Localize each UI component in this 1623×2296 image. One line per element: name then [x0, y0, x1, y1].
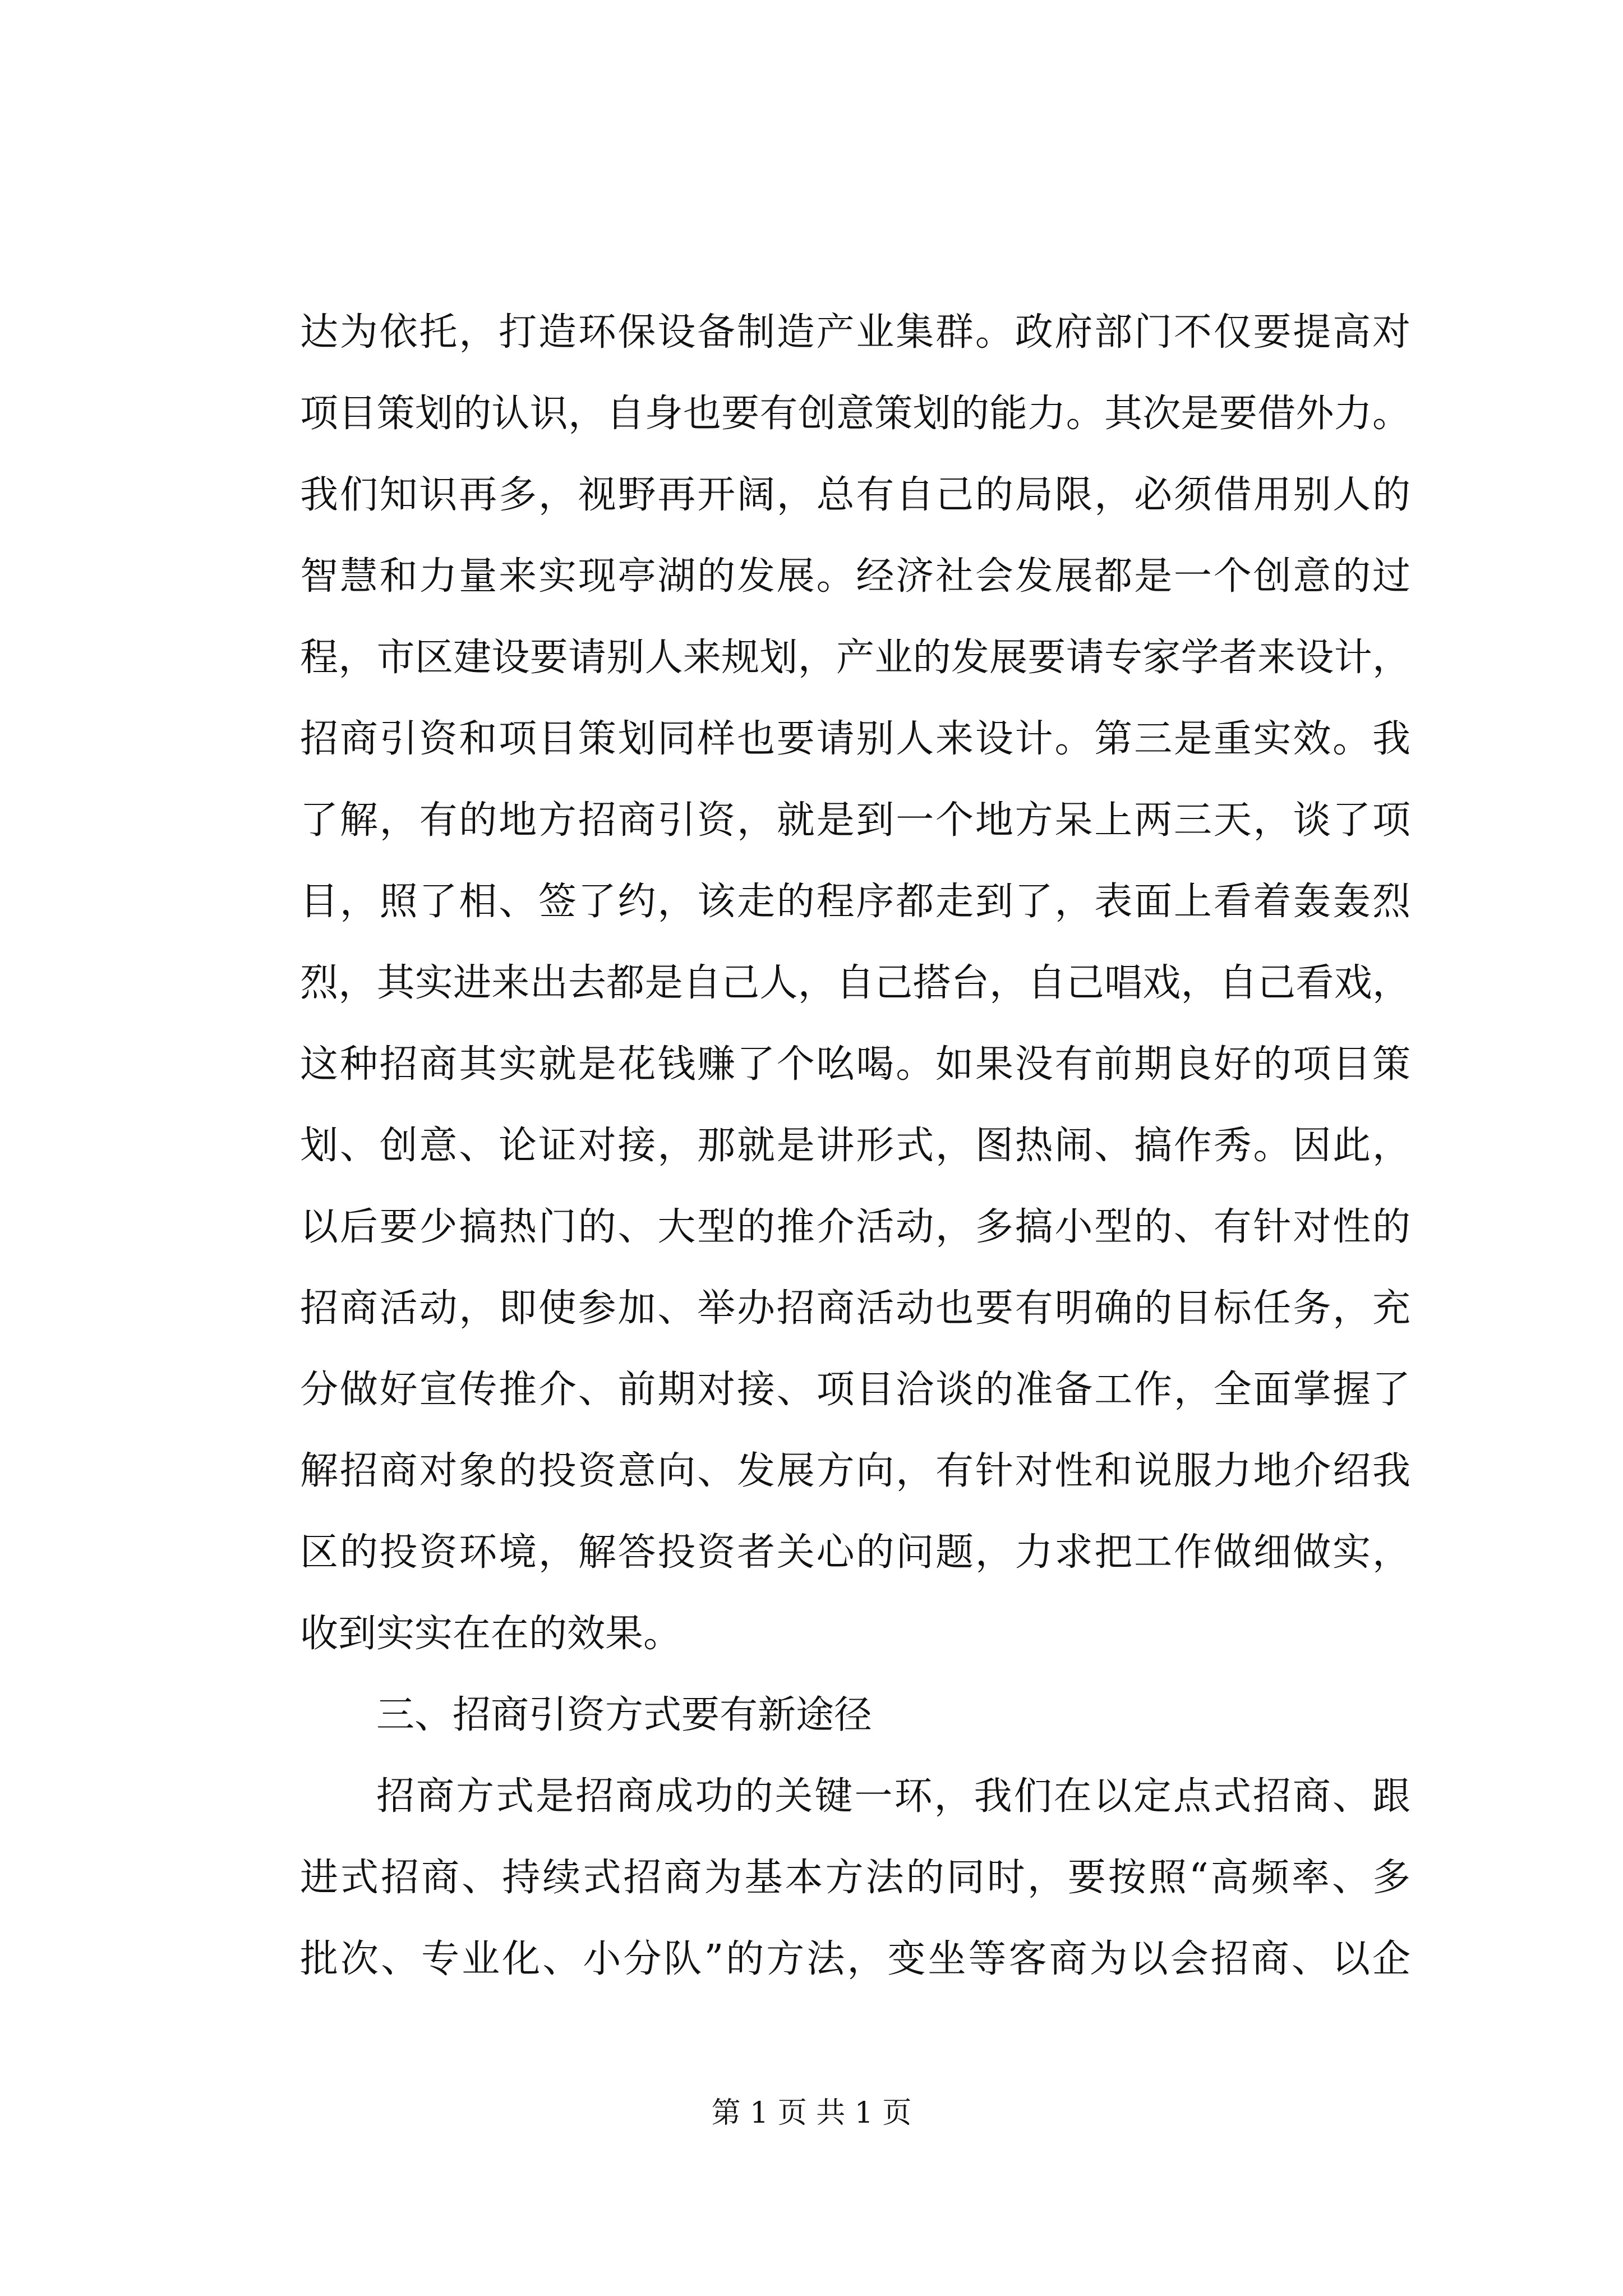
text-line: 划、创意、论证对接，那就是讲形式，图热闹、搞作秀。因此，	[300, 1124, 1410, 1168]
text-line: 以后要少搞热门的、大型的推介活动，多搞小型的、有针对性的	[300, 1205, 1410, 1249]
text-line: 程，市区建设要请别人来规划，产业的发展要请专家学者来设计，	[300, 636, 1410, 680]
text-line: 收到实实在在的效果。	[300, 1612, 682, 1656]
text-line: 智慧和力量来实现亭湖的发展。经济社会发展都是一个创意的过	[300, 554, 1410, 599]
text-line: 我们知识再多，视野再开阔，总有自己的局限，必须借用别人的	[300, 473, 1410, 517]
text-line: 区的投资环境，解答投资者关心的问题，力求把工作做细做实，	[300, 1530, 1410, 1575]
text-line: 达为依托，打造环保设备制造产业集群。政府部门不仅要提高对	[300, 310, 1410, 355]
body-text	[300, 292, 1410, 2000]
text-line: 解招商对象的投资意向、发展方向，有针对性和说服力地介绍我	[300, 1449, 1410, 1493]
text-line: 项目策划的认识，自身也要有创意策划的能力。其次是要借外力。	[300, 392, 1410, 436]
text-line: 了解，有的地方招商引资，就是到一个地方呆上两三天，谈了项	[300, 798, 1410, 843]
text-line: 招商方式是招商成功的关键一环，我们在以定点式招商、跟	[376, 1774, 1410, 1819]
text-line: 这种招商其实就是花钱赚了个吆喝。如果没有前期良好的项目策	[300, 1042, 1410, 1087]
page-footer: 第 1 页 共 1 页	[711, 2096, 912, 2130]
section-heading: 三、招商引资方式要有新途径	[376, 1693, 873, 1737]
text-line: 批次、专业化、小分队”的方法，变坐等客商为以会招商、以企	[300, 1937, 1410, 1981]
text-line: 招商活动，即使参加、举办招商活动也要有明确的目标任务，充	[300, 1286, 1410, 1331]
text-line: 招商引资和项目策划同样也要请别人来设计。第三是重实效。我	[300, 717, 1410, 761]
text-line: 目，照了相、签了约，该走的程序都走到了，表面上看着轰轰烈	[300, 880, 1410, 924]
text-line: 进式招商、持续式招商为基本方法的同时，要按照“高频率、多	[300, 1856, 1410, 1900]
text-line: 分做好宣传推介、前期对接、项目洽谈的准备工作，全面掌握了	[300, 1368, 1410, 1412]
text-line: 烈，其实进来出去都是自己人，自己搭台，自己唱戏，自己看戏，	[300, 961, 1410, 1005]
